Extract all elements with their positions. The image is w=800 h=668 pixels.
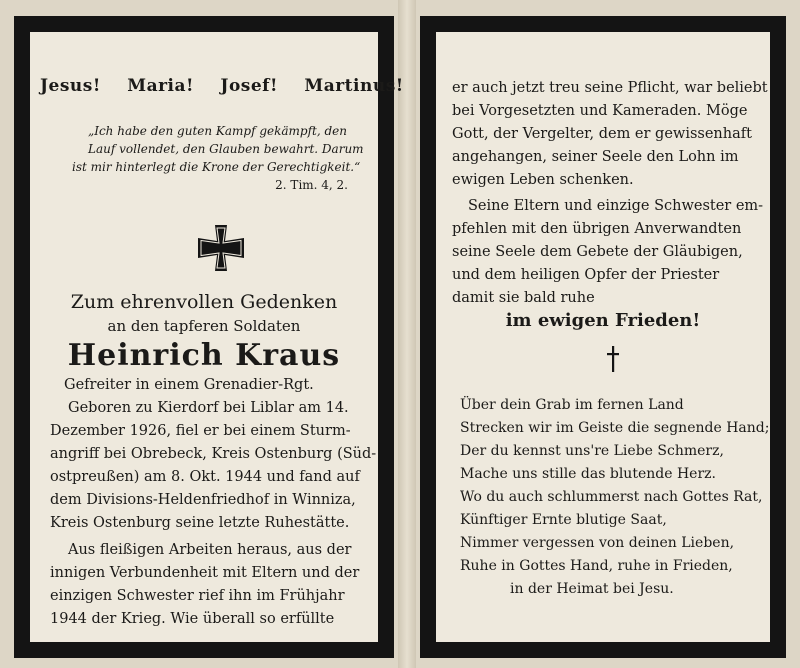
biography-line: Aus fleißigen Arbeiten heraus, aus der (68, 542, 352, 558)
biography-line: einzigen Schwester rief ihn im Frühjahr (50, 588, 345, 604)
poem-line: Ruhe in Gottes Hand, ruhe in Frieden, (460, 558, 733, 574)
biography-line: Seine Eltern und einzige Schwester em- (468, 198, 764, 214)
poem-line: Strecken wir im Geiste die segnende Hand; (460, 420, 770, 436)
poem-line: Nimmer vergessen von deinen Lieben, (460, 535, 735, 551)
biography-line: Gefreiter in einem Grenadier-Rgt. (64, 377, 314, 393)
header-name: Martinus! (304, 76, 404, 96)
biography-line: angehangen, seiner Seele den Lohn im (452, 149, 739, 165)
header-name: Maria! (127, 76, 194, 96)
right-page (420, 16, 786, 658)
biography-line: er auch jetzt treu seine Pflicht, war beliebt (452, 80, 768, 96)
memorial-subtitle: an den tapferen Soldaten (107, 317, 301, 335)
biography-line: damit sie bald ruhe (452, 290, 595, 306)
left-page (14, 16, 404, 658)
holy-names-header (30, 76, 404, 96)
memorial-title: Zum ehrenvollen Gedenken (70, 291, 338, 313)
soldier-name: Heinrich Kraus (67, 338, 341, 373)
quote-line: „Ich habe den guten Kampf gekämpft, den (88, 124, 348, 138)
biography-line: angriff bei Obrebeck, Kreis Ostenburg (Süd- (50, 446, 377, 462)
iron-cross-icon (196, 223, 246, 273)
card-fold (398, 0, 416, 668)
poem-line: Mache uns stille das blutende Herz. (460, 466, 716, 482)
quote-line: ist mir hinterlegt die Krone der Gerechtigkeit.“ (72, 160, 361, 174)
latin-cross-icon (606, 346, 620, 372)
biography-line: innigen Verbundenheit mit Eltern und der (50, 565, 360, 581)
poem-line: Über dein Grab im fernen Land (460, 397, 684, 413)
biography-line: seine Seele dem Gebete der Gläubigen, (452, 244, 743, 260)
poem-line: Der du kennst uns're Liebe Schmerz, (460, 443, 724, 459)
biography-line: dem Divisions-Heldenfriedhof in Winniza, (50, 492, 356, 508)
biography-line: ewigen Leben schenken. (452, 172, 634, 188)
header-name: Jesus! (40, 76, 101, 96)
biography-line: ostpreußen) am 8. Okt. 1944 und fand auf (50, 469, 360, 485)
bible-citation: 2. Tim. 4, 2. (275, 178, 348, 192)
biography-line: Kreis Ostenburg seine letzte Ruhestätte. (50, 515, 350, 531)
poem-line: Wo du auch schlummerst nach Gottes Rat, (460, 489, 763, 505)
left-page-paper (30, 32, 404, 642)
right-page-paper (436, 32, 770, 642)
biography-line: Gott, der Vergelter, dem er gewissenhaft (452, 126, 752, 142)
biography-line: und dem heiligen Opfer der Priester (452, 267, 720, 283)
poem-line: in der Heimat bei Jesu. (510, 581, 674, 597)
biography-line: bei Vorgesetzten und Kameraden. Möge (452, 103, 748, 119)
quote-line: Lauf vollendet, den Glauben bewahrt. Darum (88, 142, 364, 156)
header-name: Josef! (220, 76, 278, 96)
biography-line: 1944 der Krieg. Wie überall so erfüllte (50, 611, 335, 627)
biography-line: pfehlen mit den übrigen Anverwandten (452, 221, 742, 237)
peace-line: im ewigen Frieden! (505, 310, 701, 331)
biography-line: Dezember 1926, fiel er bei einem Sturm- (50, 423, 351, 439)
poem-line: Künftiger Ernte blutige Saat, (460, 512, 667, 528)
biography-line: Geboren zu Kierdorf bei Liblar am 14. (68, 400, 349, 416)
